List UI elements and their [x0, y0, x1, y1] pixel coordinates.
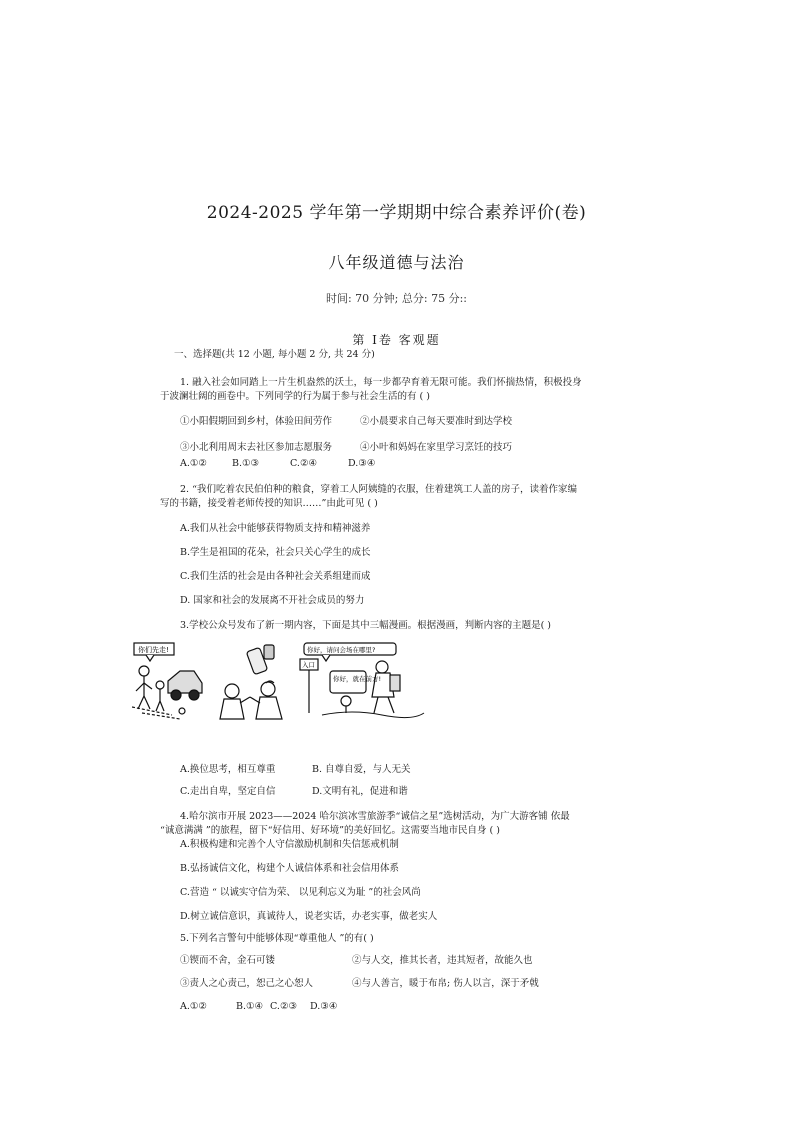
q5-answer-d: D.③④: [310, 1001, 338, 1012]
q4-option-b: B.弘扬诚信文化，构建个人诚信体系和社会信用体系: [180, 863, 400, 874]
comic-panel-1: [132, 643, 202, 719]
q2-option-b: B.学生是祖国的花朵，社会只关心学生的成长: [180, 547, 371, 558]
q3-option-a: A.换位思考，相互尊重: [180, 764, 276, 775]
comic-text-right-top: 你好，请问会场在哪里?: [307, 646, 376, 654]
q1-answers: [180, 457, 640, 471]
q3-options-row2: [180, 785, 640, 799]
q2-stem-line1: 2. “我们吃着农民伯伯种的粮食，穿着工人阿姨缝的衣服，住着建筑工人盖的房子，读着作家编: [180, 484, 577, 495]
q4-option-d: D.树立诚信意识，真诚待人，说老实话，办老实事，做老实人: [180, 911, 438, 922]
q3-option-b: B. 自尊自爱，与人无关: [312, 764, 411, 775]
comic-illustration: [132, 641, 432, 723]
q4-stem-line1: 4.哈尔滨市开展 2023——2024 哈尔滨冰雪旅游季“诚信之星”选树活动，为广大游客铺 依最: [180, 811, 570, 822]
comic-panel-2: [220, 645, 282, 719]
q5-answer-a: A.①②: [180, 1001, 207, 1012]
time-info: 时间: 70 分钟; 总分: 75 分::: [325, 292, 467, 305]
q1-option-4: ④小叶和妈妈在家里学习烹饪的技巧: [360, 442, 513, 453]
q5-options-row1: [180, 954, 640, 968]
q1-stem-line2: 于波澜壮阔的画卷中。下列同学的行为属于参与社会生活的有 ( ): [160, 391, 430, 402]
q3-comic-strip: [132, 641, 432, 723]
q5-option-4: ④与人善言，暖于布帛; 伤人以言，深于矛戟: [352, 978, 539, 989]
q1-answer-b: B.①③: [232, 458, 260, 469]
comic-text-entrance: 入口: [302, 661, 315, 669]
q2-option-a: A.我们从社会中能够获得物质支持和精神滋养: [180, 523, 371, 534]
q1-answer-d: D.③④: [348, 458, 376, 469]
q4-option-a: A.积极构建和完善个人守信激励机制和失信惩戒机制: [180, 839, 399, 850]
q1-options-row2: [180, 441, 640, 455]
q1-option-3: ③小北利用周末去社区参加志愿服务: [180, 442, 333, 453]
exam-title: 2024-2025 学年第一学期期中综合素养评价(卷): [206, 203, 587, 223]
q1-option-1: ①小阳假期回到乡村，体验田间劳作: [180, 416, 333, 427]
q3-option-c: C.走出自卑，坚定自信: [180, 786, 276, 797]
q2-stem-line2: 写的书籍，接受着老师传授的知识……”由此可见 ( ): [160, 498, 378, 509]
section-instruction: 一、选择题(共 12 小题, 每小题 2 分, 共 24 分): [174, 349, 375, 360]
q1-stem-line1: 1. 融入社会如同踏上一片生机盎然的沃土，每一步都孕育着无限可能。我们怀揣热情，积极投身: [180, 377, 582, 388]
question-content: [138, 348, 640, 1014]
q2-option-d: D. 国家和社会的发展离不开社会成员的努力: [180, 595, 365, 606]
q3-option-d: D.文明有礼，促进和谐: [312, 786, 408, 797]
q1-answer-a: A.①②: [180, 458, 207, 469]
q5-option-3: ③责人之心责己，恕己之心恕人: [180, 978, 314, 989]
q1-options-row1: [180, 415, 640, 429]
q1-answer-c: C.②④: [290, 458, 317, 469]
comic-text-right-bottom: 你好，就在前方!: [333, 675, 382, 683]
q3-options-row1: [180, 763, 640, 777]
comic-text-left: 你们先走!: [138, 646, 169, 654]
section-title: 第 Ⅰ卷 客观题: [352, 333, 441, 347]
q4-stem-line2: “诚意满满 ”的旅程，留下“好信用、好环境”的美好回忆。这需要当地市民自身 ( ): [160, 825, 500, 836]
q5-answer-c: C.②③: [270, 1001, 297, 1012]
q5-option-1: ①锲而不舍，金石可镂: [180, 955, 276, 966]
q5-stem: 5.下列名言警句中能够体现“尊重他人 ”的有( ): [180, 933, 374, 944]
q5-options-row2: [180, 977, 640, 991]
q1-option-2: ②小晨要求自己每天要准时到达学校: [360, 416, 513, 427]
q5-option-2: ②与人交，推其长者，违其短者，故能久也: [352, 955, 533, 966]
q3-stem: 3.学校公众号发布了新一期内容，下面是其中三幅漫画。根据漫画，判断内容的主题是( ): [180, 620, 551, 631]
q2-option-c: C.我们生活的社会是由各种社会关系组建而成: [180, 571, 371, 582]
q5-answers: [180, 1000, 640, 1014]
exam-subject: 八年级道德与法治: [328, 253, 465, 272]
q5-answer-b: B.①④: [236, 1001, 264, 1012]
q4-option-c: C.营造 “ 以诚实守信为荣、 以见利忘义为耻 ”的社会风尚: [180, 887, 421, 898]
